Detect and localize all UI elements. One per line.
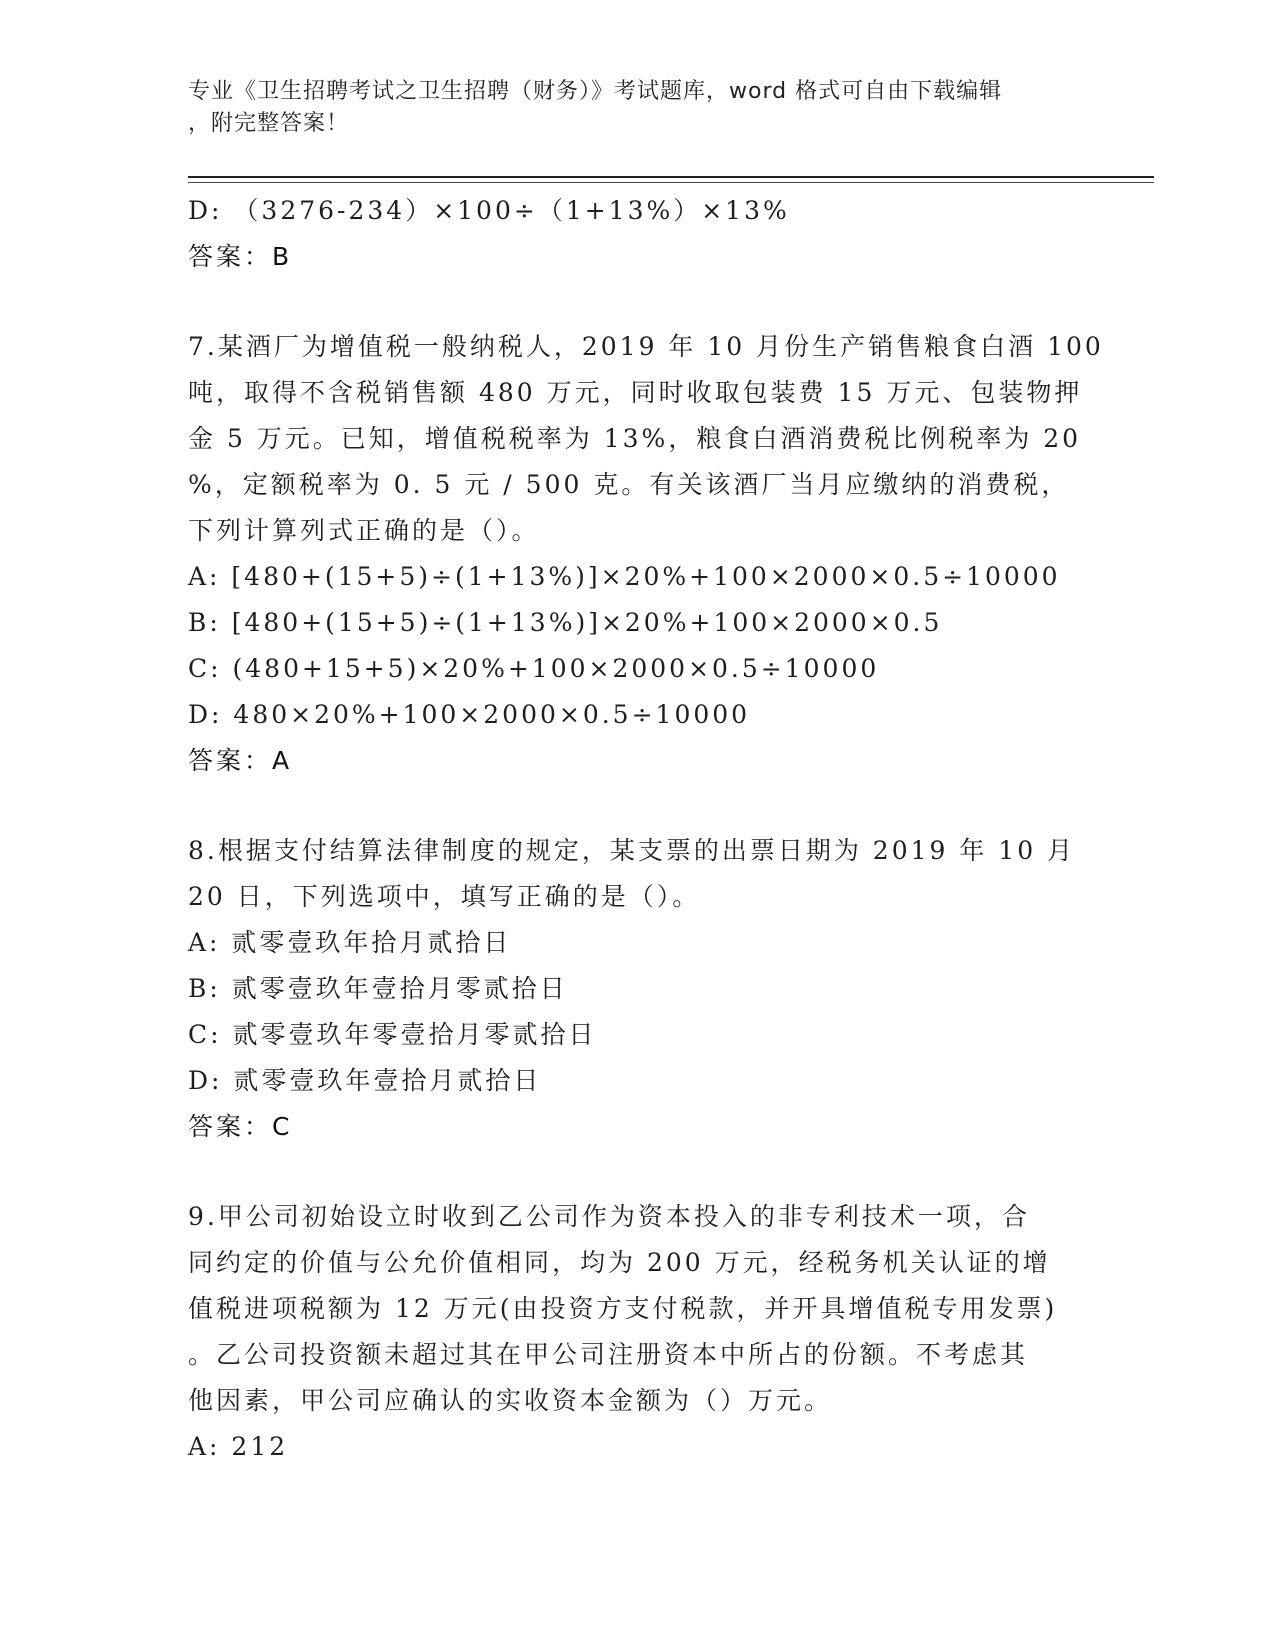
question-text-line: 9.甲公司初始设立时收到乙公司作为资本投入的非专利技术一项，合 bbox=[188, 1202, 1030, 1231]
option-c: C: 贰零壹玖年零壹拾月零贰拾日 bbox=[188, 1020, 597, 1049]
question-9 bbox=[188, 1194, 1088, 1470]
header-line-2: ，附完整答案！ bbox=[188, 111, 350, 136]
option-c: C: (480+15+5)×20%+100×2000×0.5÷10000 bbox=[188, 654, 880, 683]
option-a: A: 212 bbox=[188, 1432, 289, 1461]
previous-question-tail bbox=[188, 188, 1088, 280]
question-text-line: 20 日，下列选项中，填写正确的是（）。 bbox=[188, 882, 701, 911]
option-a: A: 贰零壹玖年拾月贰拾日 bbox=[188, 928, 512, 957]
option-d: D: 贰零壹玖年壹拾月贰拾日 bbox=[188, 1066, 542, 1095]
question-8 bbox=[188, 828, 1088, 1150]
question-text-line: 8.根据支付结算法律制度的规定，某支票的出票日期为 2019 年 10 月 bbox=[188, 836, 1076, 865]
question-text-line: 同约定的价值与公允价值相同，均为 200 万元，经税务机关认证的增 bbox=[188, 1248, 1051, 1277]
option-a: A: [480+(15+5)÷(1+13%)]×20%+100×2000×0.5÷10000 bbox=[188, 562, 1061, 591]
answer-line: 答案：B bbox=[188, 242, 293, 271]
option-b: B: 贰零壹玖年壹拾月零贰拾日 bbox=[188, 974, 568, 1003]
header-rule-thick bbox=[188, 176, 1154, 178]
question-text-line: 金 5 万元。已知，增值税税率为 13%，粮食白酒消费税比例税率为 20 bbox=[188, 424, 1082, 453]
question-text-line: 下列计算列式正确的是（）。 bbox=[188, 516, 540, 545]
question-text-line: %，定额税率为 0. 5 元 / 500 克。有关该酒厂当月应缴纳的消费税， bbox=[188, 470, 1070, 499]
option-d: D: 480×20%+100×2000×0.5÷10000 bbox=[188, 700, 751, 729]
document-body bbox=[188, 188, 1104, 1470]
answer-line: 答案：A bbox=[188, 746, 293, 775]
question-text-line: 吨，取得不含税销售额 480 万元，同时收取包装费 15 万元、包装物押 bbox=[188, 378, 1083, 407]
spacer bbox=[188, 784, 1088, 828]
question-text-line: 7.某酒厂为增值税一般纳税人，2019 年 10 月份生产销售粮食白酒 100 bbox=[188, 332, 1104, 361]
question-text-line: 值税进项税额为 12 万元(由投资方支付税款，并开具增值税专用发票) bbox=[188, 1294, 1058, 1323]
question-7 bbox=[188, 324, 1104, 784]
header-line-1: 专业《卫生招聘考试之卫生招聘（财务）》考试题库，word 格式可自由下载编辑 bbox=[188, 79, 1003, 104]
header-rule-thin bbox=[188, 182, 1154, 183]
option-b: B: [480+(15+5)÷(1+13%)]×20%+100×2000×0.5 bbox=[188, 608, 943, 637]
spacer bbox=[188, 280, 1088, 324]
option-d: D: （3276-234）×100÷（1+13%）×13% bbox=[188, 196, 790, 225]
answer-line: 答案：C bbox=[188, 1112, 293, 1141]
question-text-line: 。乙公司投资额未超过其在甲公司注册资本中所占的份额。不考虑其 bbox=[188, 1340, 1029, 1369]
question-text-line: 他因素，甲公司应确认的实收资本金额为（）万元。 bbox=[188, 1386, 833, 1415]
document-header bbox=[188, 76, 1068, 140]
spacer bbox=[188, 1150, 1088, 1194]
